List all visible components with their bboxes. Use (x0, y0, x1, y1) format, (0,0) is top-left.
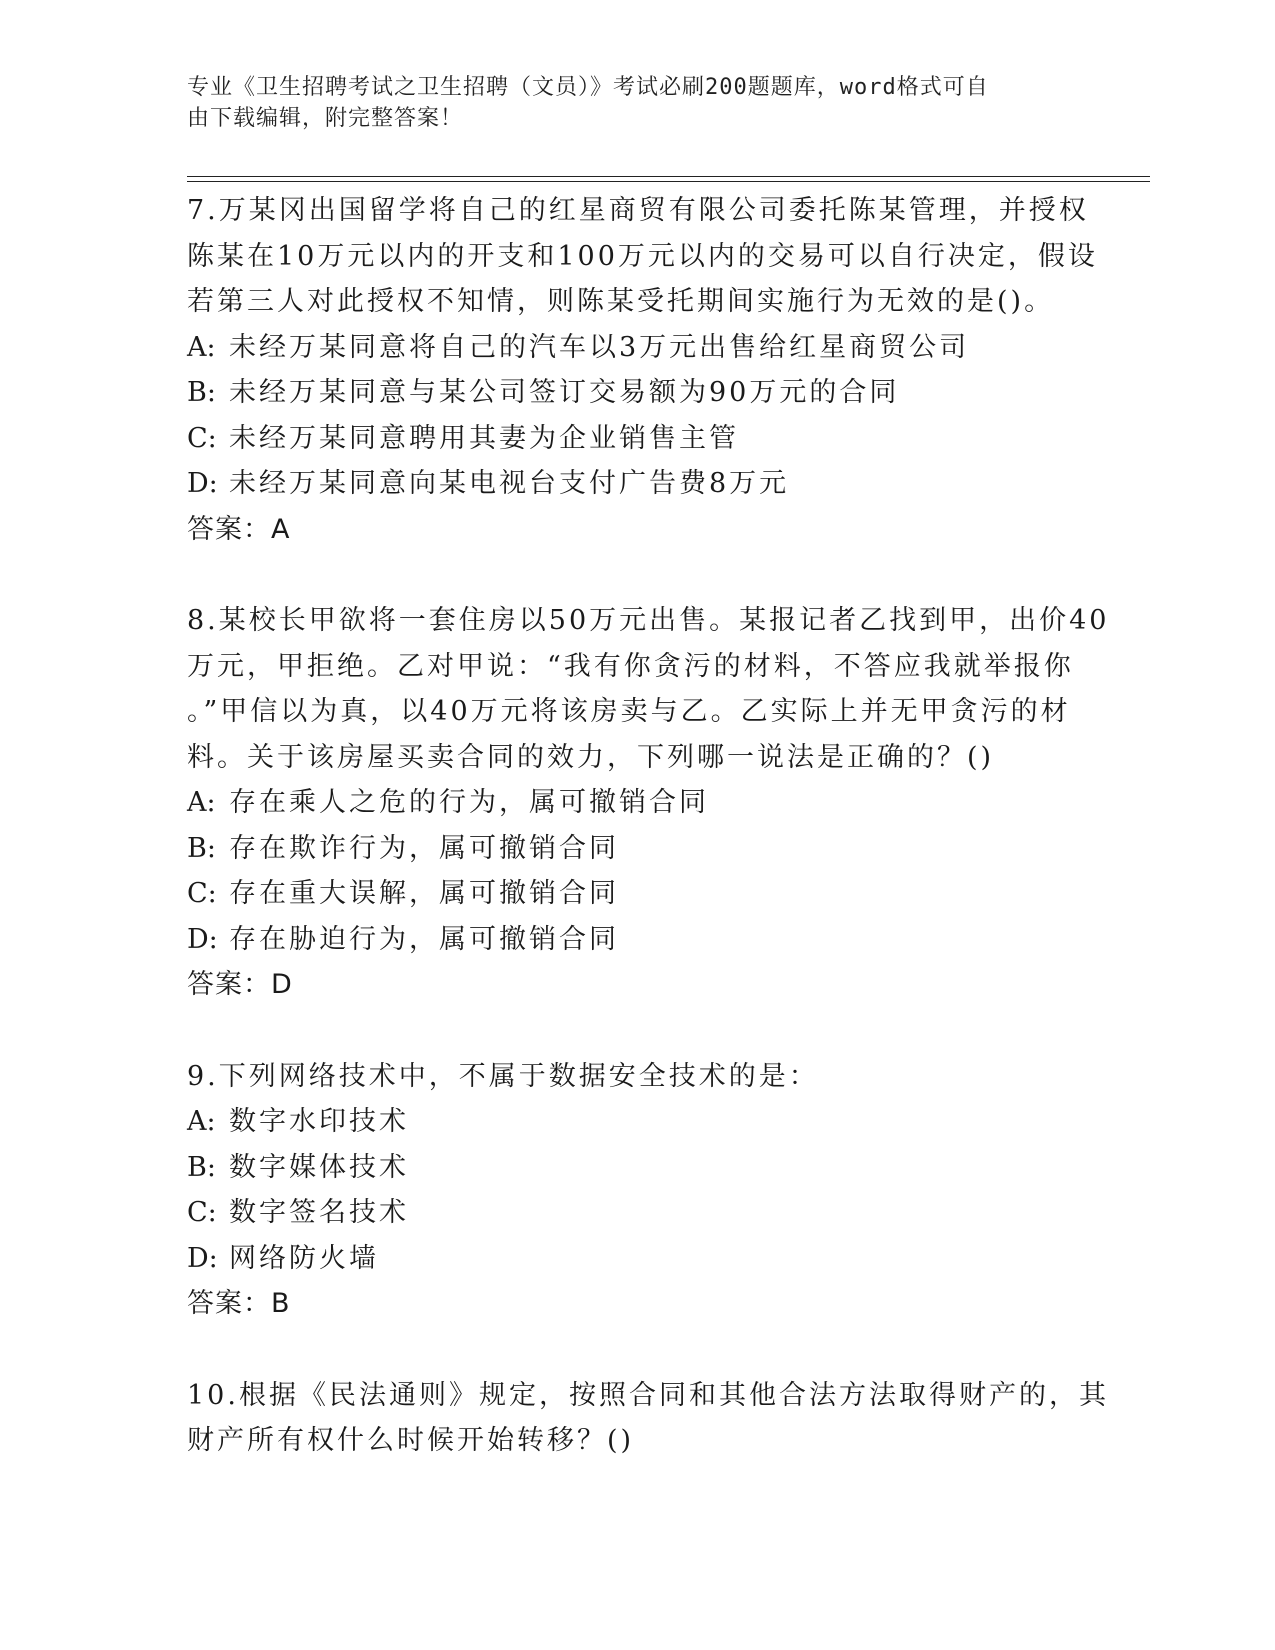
answer-option (187, 461, 1087, 507)
option-text: 存在重大误解，属可撤销合同 (229, 878, 619, 909)
answer-option (187, 1236, 1087, 1282)
answer-option (187, 871, 1087, 917)
question-block (187, 188, 1098, 552)
question-block (187, 1054, 1087, 1327)
question-stem-line: 陈某在10万元以内的开支和100万元以内的交易可以自行决定，假设 (187, 240, 1098, 272)
answer-line: 答案：A (187, 513, 291, 545)
question-stem (187, 598, 1110, 780)
option-text: 未经万某同意与某公司签订交易额为90万元的合同 (229, 377, 900, 408)
header-line-2: 由下载编辑，附完整答案！ (187, 106, 464, 131)
answer-option (187, 780, 1087, 826)
question-stem-line: 财产所有权什么时候开始转移？() (187, 1425, 635, 1456)
option-key: D: (187, 923, 218, 955)
question-block (187, 1373, 1109, 1464)
answer-option (187, 826, 1087, 872)
option-key: C: (187, 878, 217, 909)
answer-option (187, 325, 1087, 371)
option-key: D: (187, 468, 218, 499)
option-text: 存在胁迫行为，属可撤销合同 (229, 923, 619, 955)
question-stem-line: 8.某校长甲欲将一套住房以50万元出售。某报记者乙找到甲，出价40 (187, 605, 1110, 636)
header-divider-top (187, 176, 1150, 177)
answer-option (187, 1099, 1087, 1145)
question-stem (187, 1373, 1109, 1464)
header-divider-bottom (187, 181, 1150, 182)
document-header (187, 72, 1067, 134)
answer-line: 答案：B (187, 1288, 291, 1319)
question-stem-line: 若第三人对此授权不知情，则陈某受托期间实施行为无效的是()。 (187, 286, 1055, 317)
option-text: 数字媒体技术 (229, 1151, 409, 1183)
option-key: C: (187, 422, 217, 454)
option-key: A: (187, 1106, 216, 1137)
option-text: 未经万某同意聘用其妻为企业销售主管 (229, 422, 739, 454)
option-key: A: (187, 331, 216, 363)
answer-option (187, 917, 1087, 963)
option-key: A: (187, 787, 216, 818)
question-stem (187, 1054, 1087, 1100)
question-stem-line: 7.万某冈出国留学将自己的红星商贸有限公司委托陈某管理，并授权 (187, 195, 1089, 226)
option-text: 数字水印技术 (229, 1106, 409, 1137)
option-key: B: (187, 832, 216, 864)
answer-option (187, 416, 1087, 462)
option-text: 网络防火墙 (229, 1242, 379, 1274)
question-block (187, 598, 1110, 1008)
option-key: D: (187, 1242, 218, 1274)
question-list (187, 188, 1110, 1464)
option-key: B: (187, 1151, 216, 1183)
option-text: 未经万某同意向某电视台支付广告费8万元 (229, 468, 790, 499)
question-stem-line: 。”甲信以为真，以40万元将该房卖与乙。乙实际上并无甲贪污的材 (187, 696, 1071, 727)
option-key: C: (187, 1197, 217, 1228)
option-text: 存在欺诈行为，属可撤销合同 (229, 832, 619, 864)
option-key: B: (187, 377, 216, 408)
header-line-1: 专业《卫生招聘考试之卫生招聘（文员）》考试必刷200题题库，word格式可自 (187, 75, 989, 100)
question-stem (187, 188, 1098, 325)
answer-line: 答案：D (187, 969, 293, 1000)
answer-option (187, 1190, 1087, 1236)
option-text: 数字签名技术 (229, 1197, 409, 1228)
option-text: 未经万某同意将自己的汽车以3万元出售给红星商贸公司 (229, 331, 970, 363)
answer-option (187, 370, 1087, 416)
question-stem-line: 料。关于该房屋买卖合同的效力，下列哪一说法是正确的？() (187, 741, 995, 773)
option-text: 存在乘人之危的行为，属可撤销合同 (229, 787, 709, 818)
answer-option (187, 1145, 1087, 1191)
question-stem-line: 万元，甲拒绝。乙对甲说：“我有你贪污的材料，不答应我就举报你 (187, 650, 1074, 682)
question-stem-line: 10.根据《民法通则》规定，按照合同和其他合法方法取得财产的，其 (187, 1379, 1109, 1411)
question-stem-line: 9.下列网络技术中，不属于数据安全技术的是： (187, 1060, 819, 1092)
